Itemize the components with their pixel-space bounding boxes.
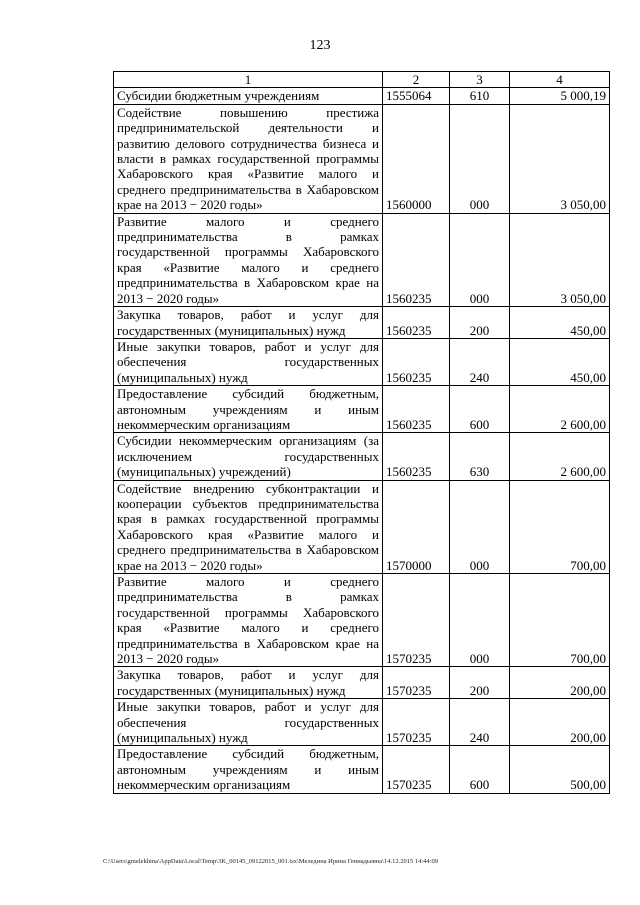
row-sum-cell: 450,00 — [510, 338, 610, 385]
row-sum-cell: 2 600,00 — [510, 386, 610, 433]
row-code-cell: 1560235 — [383, 433, 450, 480]
column-header-3: 3 — [450, 72, 510, 88]
row-code-cell: 1560235 — [383, 338, 450, 385]
row-code-cell: 1570000 — [383, 480, 450, 573]
row-expense-type-cell: 600 — [450, 386, 510, 433]
row-code-cell: 1560000 — [383, 104, 450, 213]
table-row — [114, 433, 610, 480]
row-sum-cell: 3 050,00 — [510, 213, 610, 306]
table-row — [114, 338, 610, 385]
row-sum-cell: 450,00 — [510, 307, 610, 339]
row-expense-type-cell: 200 — [450, 307, 510, 339]
row-expense-type-cell: 000 — [450, 480, 510, 573]
row-code-cell: 1570235 — [383, 574, 450, 667]
table-header-row — [114, 72, 610, 88]
row-sum-cell: 3 050,00 — [510, 104, 610, 213]
footer-file-path: C:\Users\gmelekhina\AppData\Local\Temp\3K_00145_09122015_001.tsx\Меледина Ирина Геннадьевна\14.12.2015 14:44:09 — [103, 858, 438, 865]
row-expense-type-cell: 000 — [450, 104, 510, 213]
table-row — [114, 386, 610, 433]
table-row — [114, 104, 610, 213]
row-code-cell: 1570235 — [383, 667, 450, 699]
table-row — [114, 574, 610, 667]
row-code-cell: 1555064 — [383, 88, 450, 104]
table-row — [114, 699, 610, 746]
row-name-cell: Предоставление субсидий бюджетным, автономным учреждениям и иным некоммерческим организациям — [114, 746, 383, 793]
row-expense-type-cell: 200 — [450, 667, 510, 699]
row-expense-type-cell: 600 — [450, 746, 510, 793]
row-sum-cell: 200,00 — [510, 667, 610, 699]
row-sum-cell: 700,00 — [510, 480, 610, 573]
table-row — [114, 667, 610, 699]
row-name-cell: Субсидии бюджетным учреждениям — [114, 88, 383, 104]
table-row — [114, 480, 610, 573]
row-sum-cell: 500,00 — [510, 746, 610, 793]
row-name-cell: Развитие малого и среднего предпринимательства в рамках государственной программы Хабаровского края «Развитие малого и среднего предпринимательства в Хабаровском крае на 2013 − 2020 годы» — [114, 213, 383, 306]
table-row — [114, 213, 610, 306]
row-name-cell: Содействие повышению престижа предпринимательской деятельности и развитию делового сотрудничества бизнеса и власти в рамках государственной программы Хабаровского края «Развитие малого и среднего предпринимательства в Хабаровском крае на 2013 − 2020 годы» — [114, 104, 383, 213]
row-name-cell: Содействие внедрению субконтрактации и кооперации субъектов предпринимательства края в рамках государственной программы Хабаровского края «Развитие малого и среднего предпринимательства в Хабаровском крае на 2013 − 2020 годы» — [114, 480, 383, 573]
row-name-cell: Предоставление субсидий бюджетным, автономным учреждениям и иным некоммерческим организациям — [114, 386, 383, 433]
column-header-2: 2 — [383, 72, 450, 88]
row-expense-type-cell: 000 — [450, 213, 510, 306]
row-name-cell: Субсидии некоммерческим организациям (за исключением государственных (муниципальных) учреждений) — [114, 433, 383, 480]
row-code-cell: 1570235 — [383, 699, 450, 746]
row-expense-type-cell: 240 — [450, 699, 510, 746]
table-row — [114, 88, 610, 104]
row-name-cell: Развитие малого и среднего предпринимательства в рамках государственной программы Хабаровского края «Развитие малого и среднего предпринимательства в Хабаровском крае на 2013 − 2020 годы» — [114, 574, 383, 667]
budget-table-body — [114, 72, 610, 794]
row-code-cell: 1570235 — [383, 746, 450, 793]
table-row — [114, 746, 610, 793]
column-header-1: 1 — [114, 72, 383, 88]
row-name-cell: Иные закупки товаров, работ и услуг для обеспечения государственных (муниципальных) нужд — [114, 338, 383, 385]
row-sum-cell: 2 600,00 — [510, 433, 610, 480]
row-name-cell: Закупка товаров, работ и услуг для государственных (муниципальных) нужд — [114, 667, 383, 699]
column-header-4: 4 — [510, 72, 610, 88]
row-code-cell: 1560235 — [383, 307, 450, 339]
row-expense-type-cell: 630 — [450, 433, 510, 480]
page-number: 123 — [309, 38, 331, 53]
row-sum-cell: 700,00 — [510, 574, 610, 667]
row-expense-type-cell: 000 — [450, 574, 510, 667]
budget-table — [113, 71, 610, 794]
row-expense-type-cell: 610 — [450, 88, 510, 104]
row-sum-cell: 200,00 — [510, 699, 610, 746]
row-sum-cell: 5 000,19 — [510, 88, 610, 104]
row-code-cell: 1560235 — [383, 213, 450, 306]
row-name-cell: Закупка товаров, работ и услуг для государственных (муниципальных) нужд — [114, 307, 383, 339]
row-code-cell: 1560235 — [383, 386, 450, 433]
row-name-cell: Иные закупки товаров, работ и услуг для обеспечения государственных (муниципальных) нужд — [114, 699, 383, 746]
row-expense-type-cell: 240 — [450, 338, 510, 385]
table-row — [114, 307, 610, 339]
